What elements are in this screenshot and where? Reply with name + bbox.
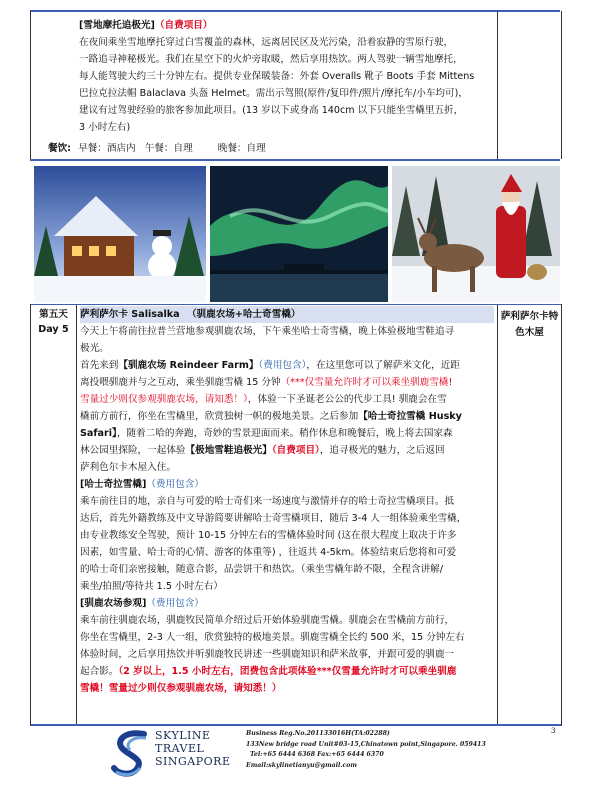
snowmobile-title: [雪地摩托追极光] <box>79 20 155 31</box>
text-run: 离投喂驯鹿并与之互动，乘坐驯鹿雪橇 15 分钟 <box>80 377 281 388</box>
column-divider <box>497 305 498 724</box>
company-contact: Tel:+65 6444 6368 Fax:+65 6444 6370 <box>250 751 384 758</box>
text-run: 林公园里探险，一起体验 <box>80 445 186 456</box>
husky-line: 乘车前往目的地，亲自与可爱的哈士奇们来一场速度与激情并存的哈士奇拉雪橇项目。抵 <box>80 496 455 507</box>
text-run: ，体验一下圣诞老公公的代步工具! 驯鹿会在雪 <box>247 394 447 405</box>
included-tag: （费用包含） <box>146 598 204 609</box>
business-reg: Business Reg.No.201133016H(TA:02288) <box>246 730 390 737</box>
snow-warning: （2 岁以上，1.5 小时左右，团费包含此项体验***仅雪量允许时才可以乘坐驯鹿 <box>118 666 457 677</box>
snowmobile-title-line <box>79 17 491 34</box>
aurora-photo <box>210 166 388 302</box>
husky-line: 的哈士奇们亲密接触，随意合影，品尝饼干和热饮。（乘坐雪橇年龄不限，全程含讲解/ <box>80 564 443 575</box>
self-pay-tag: （自费项目） <box>271 445 320 456</box>
day-title-city: 萨利萨尔卡 Salisalka <box>80 309 180 320</box>
meals-line <box>48 140 266 154</box>
company-logo-text <box>155 729 230 768</box>
dinner-text: 晚餐：自理 <box>217 143 266 154</box>
day-label-cn: 第五天 <box>39 309 68 320</box>
column-divider <box>497 11 498 159</box>
included-tag: （费用包含） <box>258 360 307 371</box>
day-label-en: Day 5 <box>38 324 69 335</box>
logo-line: SKYLINE <box>155 729 211 742</box>
text-run: 起合影。 <box>80 666 119 677</box>
husky-section <box>80 476 494 595</box>
day5-content <box>80 306 494 697</box>
logo-line: SINGAPORE <box>155 755 231 768</box>
day4-row <box>30 11 562 159</box>
meals-label: 餐饮: <box>48 143 72 154</box>
day-title-activity: （驯鹿农场+哈士奇雪橇） <box>186 309 301 320</box>
logo-line: TRAVEL <box>155 742 205 755</box>
husky-line: 达后，首先外籍教练及中文导游简要讲解哈士奇雪橇项目，随后 3-4 人一组体验乘坐雪橇， <box>80 513 467 524</box>
reindeer-farm-label: 【驯鹿农场 Reindeer Farm】 <box>118 360 259 371</box>
text-run: 首先来到 <box>80 360 119 371</box>
desc-line: 每人能驾驶大约三十分钟左右。提供专业保暖装备：外套 Overalls 靴子 Boots 手套 Mittens <box>79 71 475 82</box>
day-title <box>80 306 494 323</box>
reindeer-line: 你坐在雪橇里，2-3 人一组，欣赏独特的极地美景。驯鹿雪橇全长约 500 米，15 分钟左右 <box>80 632 465 643</box>
reindeer-line: 乘车前往驯鹿农场，驯鹿牧民简单介绍过后开始体验驯鹿雪橇。驯鹿会在雪橇前方前行， <box>80 615 455 626</box>
overview-paragraph <box>80 357 494 476</box>
husky-line: 因素，如雪量、哈士奇的心情、游客的体重等) ，往返共 4-5km。体验结束后您将和可爱 <box>80 547 457 558</box>
page-number: 3 <box>551 727 556 735</box>
text-run: 橇前方前行，你坐在雪橇里，欣赏独树一帜的极地美景。之后参加 <box>80 411 359 422</box>
day-label-cell <box>31 307 76 337</box>
desc-line: 一路追寻神秘极光。我们在星空下的火炉旁取暖，然后享用热饮。两人驾驶一辆雪地摩托， <box>79 54 463 65</box>
reindeer-line: 体验时间，之后享用热饮并听驯鹿牧民讲述一些驯鹿知识和萨米故事，并跟可爱的驯鹿一 <box>80 649 455 660</box>
santa-village-photo <box>34 166 206 302</box>
santa-reindeer-photo <box>392 166 560 302</box>
text-run: ，追寻极光的魅力，之后返回 <box>319 445 445 456</box>
snow-warning: （***仅雪量允许时才可以乘坐驯鹿雪橇! <box>280 377 453 388</box>
desc-line: 3 小时左右) <box>79 122 131 133</box>
company-address: 133New bridge road Unit#03-15,Chinatown point,Singapore. 059413 <box>246 740 486 748</box>
intro-line: 极光。 <box>80 343 109 354</box>
husky-section-title: [哈士奇拉雪橇] <box>80 479 147 490</box>
section-divider <box>30 159 560 161</box>
desc-line: 建议有过驾驶经验的旅客参加此项目。(13 岁以下或身高 140cm 以下只能坐雪橇里五折， <box>79 105 464 116</box>
day5-row <box>30 304 562 726</box>
snow-warning: 雪橇！雪量过少则仅参观驯鹿农场，请知悉！） <box>80 683 282 694</box>
company-info <box>246 729 486 771</box>
footer <box>0 724 590 794</box>
desc-line: 巴拉克拉法帽 Balaclava 头盔 Helmet。需出示驾照(原件/复印件/照片/摩托车/小车均可)， <box>79 88 468 99</box>
husky-safari-label: Safari】 <box>80 428 117 439</box>
column-divider <box>76 305 77 724</box>
intro-line: 今天上午将前往拉普兰营地参观驯鹿农场，下午乘坐哈士奇雪橇，晚上体验极地雪鞋追寻 <box>80 326 455 337</box>
self-pay-tag: （自费项目） <box>154 20 213 31</box>
company-email: Email:skylinetianyu@gmail.com <box>246 761 357 769</box>
breakfast-text: 早餐：酒店内 <box>78 143 136 154</box>
husky-safari-label: 【哈士奇拉雪橇 Husky <box>358 411 462 422</box>
hotel-cell <box>498 309 561 341</box>
lunch-text: 午餐：自理 <box>144 143 193 154</box>
text-run: 萨利色尔卡木屋入住。 <box>80 462 176 473</box>
snow-warning: 雪量过少则仅参观驯鹿农场，请知悉！） <box>80 394 248 405</box>
included-tag: （费用包含） <box>146 479 204 490</box>
text-run: ，在这里您可以了解萨米文化，近距 <box>306 360 460 371</box>
hotel-name-line: 萨利萨尔卡特 <box>500 311 559 322</box>
desc-line: 在夜间乘坐雪地摩托穿过白雪覆盖的森林，远离居民区及光污染，沿着寂静的雪原行驶， <box>79 37 454 48</box>
skyline-logo-icon <box>110 728 154 778</box>
text-run: ，随着二哈的奔跑，奇妙的雪景迎面而来。稍作休息和晚餐后，晚上将去国家森 <box>116 428 453 439</box>
photo-strip <box>30 166 560 302</box>
husky-line: 由专业教练安全驾驶，预计 10-15 分钟左右的雪橇体验时间 (这在很大程度上取决于许多 <box>80 530 457 541</box>
husky-line: 乘坐/拍照/等待共 1.5 小时左右） <box>80 581 223 592</box>
reindeer-section <box>80 595 494 697</box>
snowmobile-aurora-block <box>79 17 491 136</box>
hotel-name-line: 色木屋 <box>515 327 544 338</box>
snowshoe-aurora-label: 【极地雪鞋追极光】 <box>185 445 272 456</box>
reindeer-section-title: [驯鹿农场参观] <box>80 598 147 609</box>
